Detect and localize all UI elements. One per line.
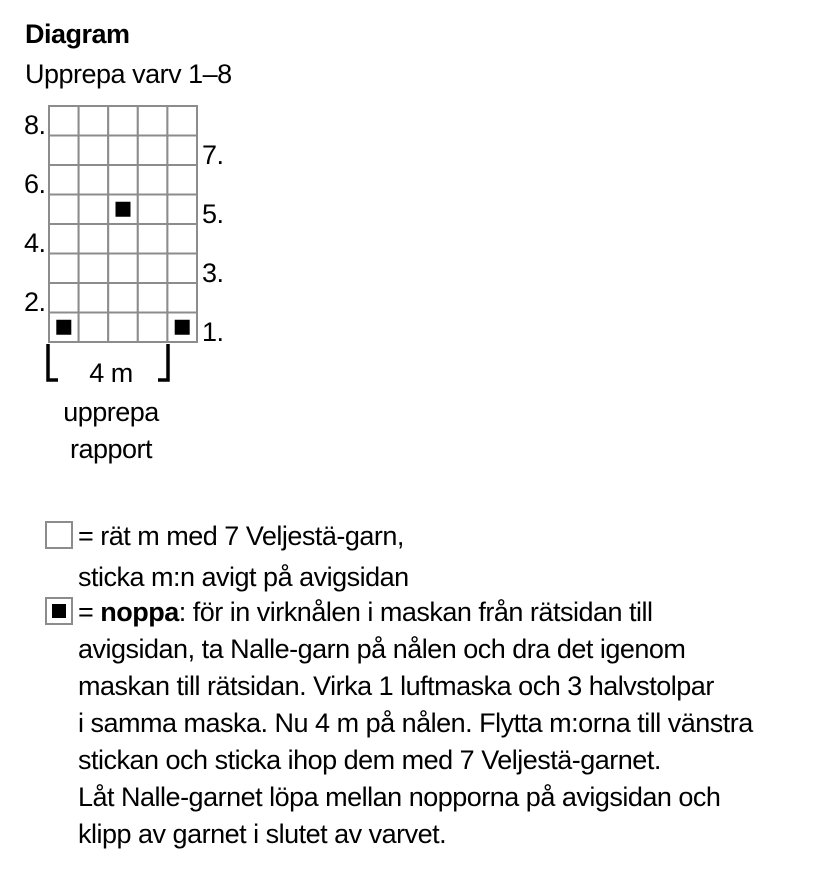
chart-cell-r4-c3 (108, 224, 138, 254)
bobble-legend-line5: stickan och sticka ihop dem med 7 Veljestä-garnet. (78, 745, 661, 775)
bobble-legend-line6: Låt Nalle-garnet löpa mellan nopporna på avigsidan och (78, 782, 721, 812)
bobble-legend-line3: maskan till rätsidan. Virka 1 luftmaska och 3 halvstolpar (78, 671, 714, 701)
bobble-legend-line2: avigsidan, ta Nalle-garn på nålen och dra det igenom (78, 634, 686, 664)
chart-cell-r4-c2 (79, 224, 109, 254)
row-label-2: 2. (24, 287, 46, 317)
row-label-3: 3. (202, 257, 224, 288)
chart-cell-r8-c5 (167, 106, 197, 136)
repeat-rows-note: Upprepa varv 1–8 (25, 59, 232, 89)
knit-stitch-legend-line1: = rät m med 7 Veljestä-garn, (78, 521, 404, 551)
chart-cell-r8-c1 (49, 106, 79, 136)
chart-cell-r3-c3 (108, 254, 138, 284)
row-label-6: 6. (24, 169, 46, 199)
diagram-title: Diagram (25, 19, 130, 49)
chart-cell-r3-c5 (167, 254, 197, 284)
chart-cell-r1-c2 (79, 313, 109, 343)
chart-cell-r7-c4 (138, 136, 168, 166)
chart-cell-r2-c3 (108, 283, 138, 313)
chart-cell-r6-c4 (138, 165, 168, 195)
chart-cell-r2-c1 (49, 283, 79, 313)
chart-cell-r4-c5 (167, 224, 197, 254)
chart-cell-r2-c4 (138, 283, 168, 313)
bobble-symbol (45, 597, 73, 625)
chart-cell-r2-c5 (167, 283, 197, 313)
row-label-1: 1. (202, 316, 224, 347)
chart-cell-r6-c2 (79, 165, 109, 195)
chart-cell-r2-c2 (79, 283, 109, 313)
bobble-legend-name: noppa (100, 597, 179, 627)
chart-cell-r7-c2 (79, 136, 109, 166)
chart-cell-r3-c2 (79, 254, 109, 284)
bobble-legend-line4: i samma maska. Nu 4 m på nålen. Flytta m:orna till vänstra (78, 708, 753, 738)
row-label-8: 8. (24, 110, 46, 140)
bobble-mark-r1-c5 (175, 320, 190, 335)
knit-stitch-symbol (45, 521, 73, 549)
chart-cell-r1-c3 (108, 313, 138, 343)
chart-cell-r3-c1 (49, 254, 79, 284)
chart-cell-r5-c1 (49, 195, 79, 225)
chart-cell-r5-c2 (79, 195, 109, 225)
bobble-legend-line1-rest: : för in virknålen i maskan från rätsidan till (178, 597, 653, 627)
chart-cell-r7-c1 (49, 136, 79, 166)
chart-cell-r4-c4 (138, 224, 168, 254)
row-label-7: 7. (202, 139, 224, 170)
bobble-mark-r1-c1 (56, 320, 71, 335)
chart-cell-r6-c3 (108, 165, 138, 195)
chart-cell-r8-c3 (108, 106, 138, 136)
chart-cell-r8-c4 (138, 106, 168, 136)
repeat-label-line1: upprepa (63, 397, 159, 427)
bobble-mark-r5-c3 (116, 202, 131, 217)
chart-cell-r5-c4 (138, 195, 168, 225)
chart-cell-r1-c4 (138, 313, 168, 343)
chart-cell-r6-c5 (167, 165, 197, 195)
bobble-fill (52, 604, 66, 618)
repeat-label-line2: rapport (69, 434, 153, 464)
repeat-width-label: 4 m (89, 358, 133, 388)
bobble-legend-line7: klipp av garnet i slutet av varvet. (78, 819, 447, 849)
chart-cell-r7-c5 (167, 136, 197, 166)
chart-cell-r3-c4 (138, 254, 168, 284)
row-label-4: 4. (24, 228, 46, 258)
chart-cell-r4-c1 (49, 224, 79, 254)
chart-grid (49, 106, 197, 342)
chart-cell-r5-c5 (167, 195, 197, 225)
chart-cell-r8-c2 (79, 106, 109, 136)
bobble-legend-prefix: = (78, 597, 101, 627)
bobble-legend-line1 (78, 594, 653, 631)
row-label-5: 5. (202, 198, 224, 229)
chart-cell-r7-c3 (108, 136, 138, 166)
knit-stitch-legend-line2: sticka m:n avigt på avigsidan (78, 562, 409, 592)
chart-cell-r6-c1 (49, 165, 79, 195)
